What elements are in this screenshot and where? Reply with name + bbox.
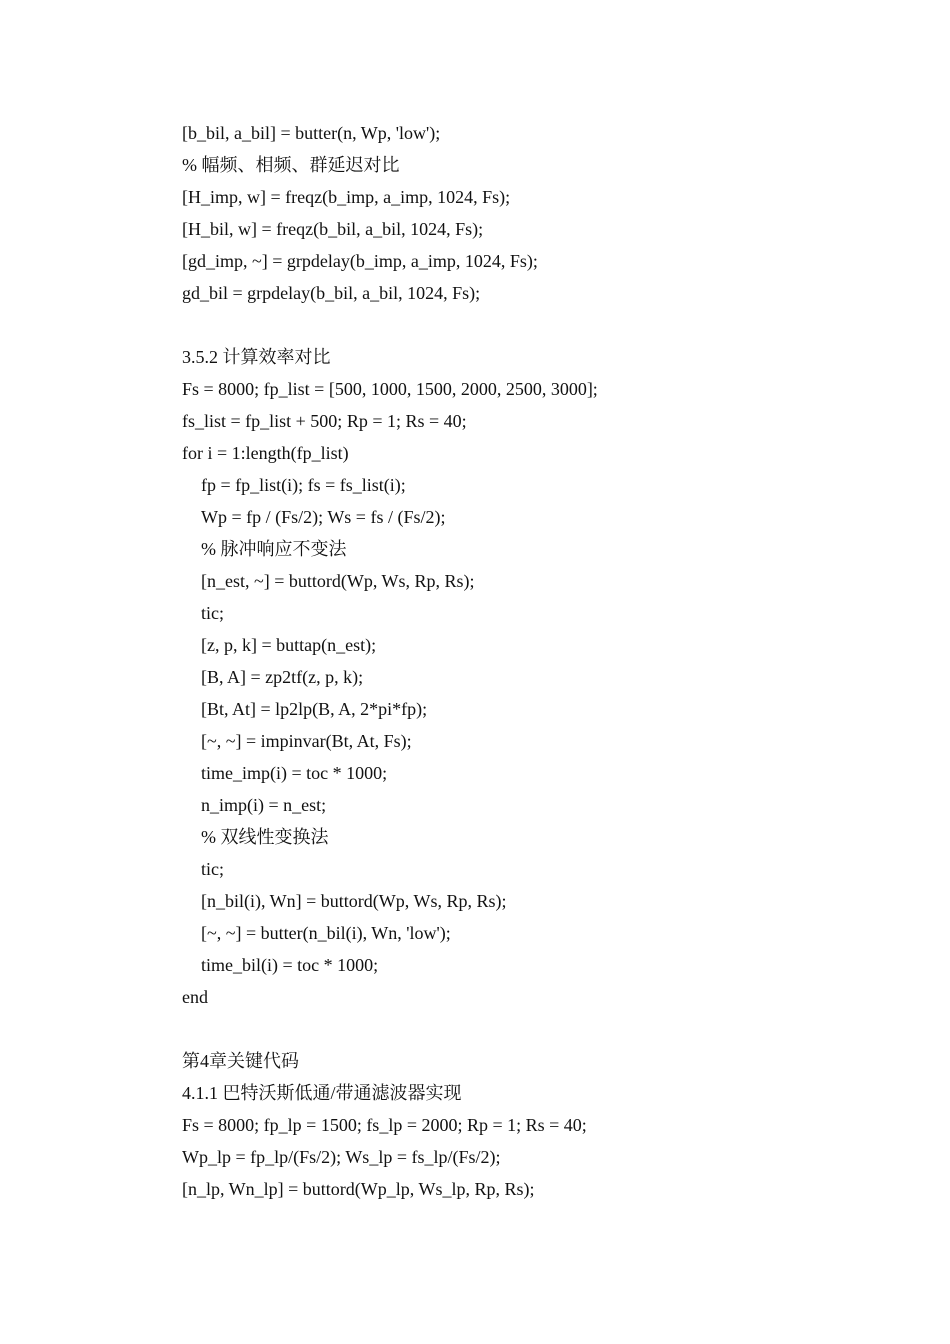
code-line: fp = fp_list(i); fs = fs_list(i);: [201, 475, 406, 495]
section-heading-3-5-2: 3.5.2 计算效率对比: [182, 347, 331, 367]
code-line: Wp_lp = fp_lp/(Fs/2); Ws_lp = fs_lp/(Fs/2);: [182, 1147, 501, 1167]
chapter-heading-4: 第4章关键代码: [182, 1051, 299, 1071]
code-line: [H_bil, w] = freqz(b_bil, a_bil, 1024, Fs);: [182, 219, 484, 239]
code-comment: % 脉冲响应不变法: [201, 539, 347, 559]
code-line: gd_bil = grpdelay(b_bil, a_bil, 1024, Fs);: [182, 283, 481, 303]
code-line: tic;: [201, 603, 224, 623]
code-line: n_imp(i) = n_est;: [201, 795, 327, 815]
code-line: [b_bil, a_bil] = butter(n, Wp, 'low');: [182, 123, 441, 143]
code-line: [n_bil(i), Wn] = buttord(Wp, Ws, Rp, Rs);: [201, 891, 507, 911]
code-comment: % 幅频、相频、群延迟对比: [182, 155, 400, 175]
section-heading-4-1-1: 4.1.1 巴特沃斯低通/带通滤波器实现: [182, 1083, 462, 1103]
code-line: time_imp(i) = toc * 1000;: [201, 763, 388, 783]
code-line: for i = 1:length(fp_list): [182, 443, 349, 463]
code-line: [~, ~] = impinvar(Bt, At, Fs);: [201, 731, 412, 751]
code-line: Fs = 8000; fp_lp = 1500; fs_lp = 2000; Rp = 1; Rs = 40;: [182, 1115, 587, 1135]
code-line: tic;: [201, 859, 224, 879]
code-line: Wp = fp / (Fs/2); Ws = fs / (Fs/2);: [201, 507, 446, 527]
code-line: [~, ~] = butter(n_bil(i), Wn, 'low');: [201, 923, 451, 943]
code-line: time_bil(i) = toc * 1000;: [201, 955, 379, 975]
document-content: [182, 117, 882, 1205]
code-line: [n_lp, Wn_lp] = buttord(Wp_lp, Ws_lp, Rp, Rs);: [182, 1179, 535, 1199]
code-line-end: end: [182, 987, 208, 1007]
code-line: [n_est, ~] = buttord(Wp, Ws, Rp, Rs);: [201, 571, 475, 591]
code-line: Fs = 8000; fp_list = [500, 1000, 1500, 2000, 2500, 3000];: [182, 379, 598, 399]
code-line: [B, A] = zp2tf(z, p, k);: [201, 667, 364, 687]
blank-line: [182, 1013, 882, 1045]
code-line: fs_list = fp_list + 500; Rp = 1; Rs = 40;: [182, 411, 467, 431]
code-line: [Bt, At] = lp2lp(B, A, 2*pi*fp);: [201, 699, 428, 719]
code-comment: % 双线性变换法: [201, 827, 329, 847]
code-line: [H_imp, w] = freqz(b_imp, a_imp, 1024, Fs);: [182, 187, 511, 207]
code-line: [z, p, k] = buttap(n_est);: [201, 635, 377, 655]
blank-line: [182, 309, 882, 341]
code-line: [gd_imp, ~] = grpdelay(b_imp, a_imp, 1024, Fs);: [182, 251, 538, 271]
